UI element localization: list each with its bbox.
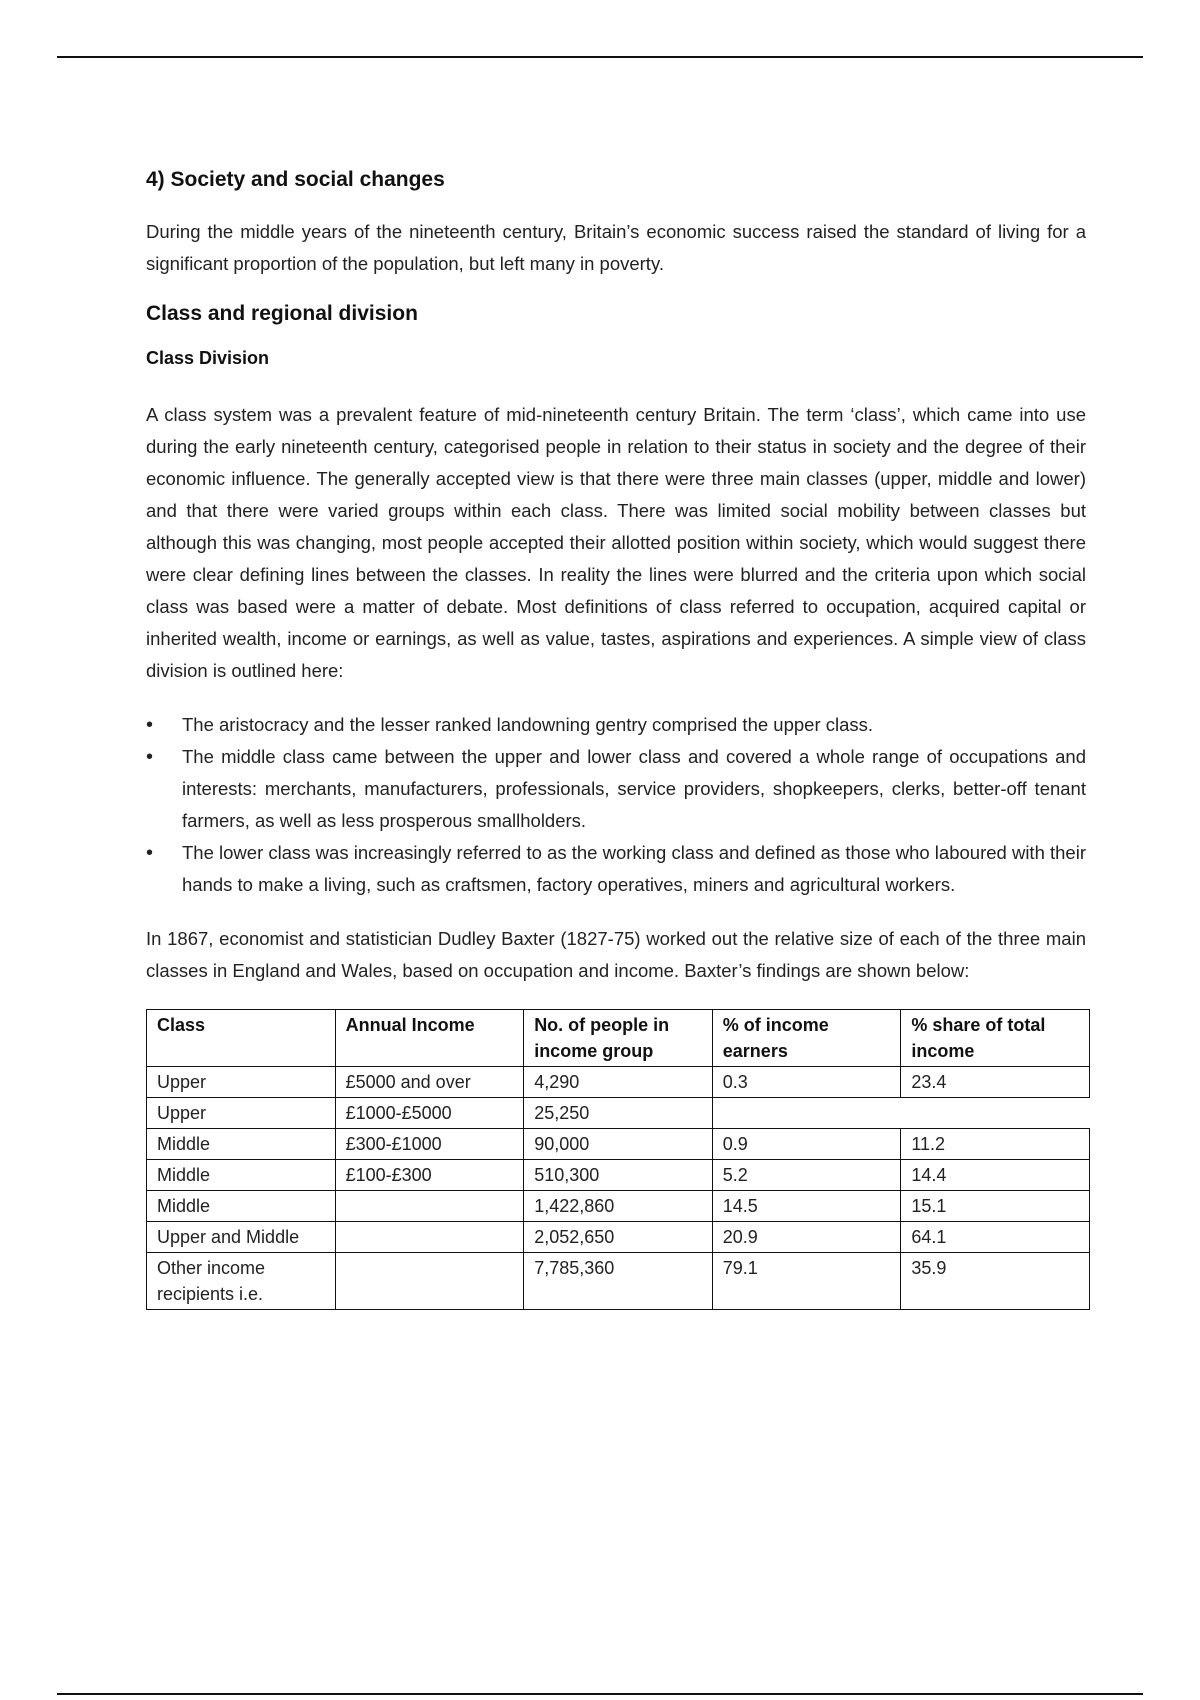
cell-percent-share: 15.1 xyxy=(901,1191,1090,1222)
baxter-findings-table xyxy=(146,1009,1090,1310)
bullet-item: • The lower class was increasingly referred to as the working class and defined as those who laboured with their hands to make a living, such as craftsmen, factory operatives, miners and agricultural workers. xyxy=(182,837,1086,901)
table-row xyxy=(147,1098,1090,1129)
cell-income: £300-£1000 xyxy=(335,1129,524,1160)
header-percent-earners: % of income earners xyxy=(712,1010,901,1067)
cell-people: 90,000 xyxy=(524,1129,713,1160)
cell-income: £1000-£5000 xyxy=(335,1098,524,1129)
header-rule xyxy=(57,56,1143,58)
header-annual-income: Annual Income xyxy=(335,1010,524,1067)
body-paragraph: A class system was a prevalent feature of mid-nineteenth century Britain. The term ‘class’, which came into use during the early nineteenth century, categorised people in relation to their status in society and the degree of their economic influence. The generally accepted view is that there were three main classes (upper, middle and lower) and that there were varied groups within each class. There was limited social mobility between classes but although this was changing, most people accepted their allotted position within society, which would suggest there were clear defining lines between the classes. In reality the lines were blurred and the criteria upon which social class was based were a matter of debate. Most definitions of class referred to occupation, acquired capital or inherited wealth, income or earnings, as well as value, tastes, aspirations and experiences. A simple view of class division is outlined here: xyxy=(146,404,1086,681)
cell-income xyxy=(335,1253,524,1310)
header-percent-share: % share of total income xyxy=(901,1010,1090,1067)
cell-percent-share: 11.2 xyxy=(901,1129,1090,1160)
bullet-item: • The middle class came between the upper and lower class and covered a whole range of occupations and interests: merchants, manufacturers, professionals, service providers, shopkeepers, clerks, better-off tenant farmers, as well as less prosperous smallholders. xyxy=(182,741,1086,837)
table-row xyxy=(147,1191,1090,1222)
table-row xyxy=(147,1160,1090,1191)
cell-people: 1,422,860 xyxy=(524,1191,713,1222)
table-row xyxy=(147,1067,1090,1098)
cell-people: 2,052,650 xyxy=(524,1222,713,1253)
cell-people: 7,785,360 xyxy=(524,1253,713,1310)
footer-rule xyxy=(57,1693,1143,1695)
cell-percent-share: 14.4 xyxy=(901,1160,1090,1191)
cell-people: 510,300 xyxy=(524,1160,713,1191)
cell-class: Other income recipients i.e. xyxy=(147,1253,336,1310)
cell-class: Upper and Middle xyxy=(147,1222,336,1253)
cell-income xyxy=(335,1222,524,1253)
cell-percent-earners: 0.9 xyxy=(712,1129,901,1160)
bullet-item: • The aristocracy and the lesser ranked landowning gentry comprised the upper class. xyxy=(182,709,1086,741)
cell-class: Upper xyxy=(147,1098,336,1129)
cell-percent-share: 35.9 xyxy=(901,1253,1090,1310)
cell-people: 4,290 xyxy=(524,1067,713,1098)
cell-percent-share xyxy=(901,1098,1090,1129)
cell-class: Middle xyxy=(147,1160,336,1191)
cell-percent-earners xyxy=(712,1098,901,1129)
table-row xyxy=(147,1253,1090,1310)
header-class: Class xyxy=(147,1010,336,1067)
subsection-title: Class and regional division xyxy=(146,302,418,325)
cell-income xyxy=(335,1191,524,1222)
cell-percent-earners: 79.1 xyxy=(712,1253,901,1310)
baxter-paragraph: In 1867, economist and statistician Dudley Baxter (1827-75) worked out the relative size of each of the three main classes in England and Wales, based on occupation and income. Baxter’s findings are shown below: xyxy=(146,928,1086,981)
class-bullet-list xyxy=(146,709,1086,901)
table-row xyxy=(147,1222,1090,1253)
cell-percent-share: 23.4 xyxy=(901,1067,1090,1098)
cell-income: £100-£300 xyxy=(335,1160,524,1191)
cell-class: Middle xyxy=(147,1129,336,1160)
section-title: 4) Society and social changes xyxy=(146,168,445,191)
cell-class: Middle xyxy=(147,1191,336,1222)
cell-percent-earners: 0.3 xyxy=(712,1067,901,1098)
intro-paragraph: During the middle years of the nineteenth century, Britain’s economic success raised the standard of living for a significant proportion of the population, but left many in poverty. xyxy=(146,221,1086,274)
cell-class: Upper xyxy=(147,1067,336,1098)
cell-percent-earners: 20.9 xyxy=(712,1222,901,1253)
table-header-row xyxy=(147,1010,1090,1067)
table-row xyxy=(147,1129,1090,1160)
cell-percent-earners: 5.2 xyxy=(712,1160,901,1191)
header-people-count: No. of people in income group xyxy=(524,1010,713,1067)
cell-people: 25,250 xyxy=(524,1098,713,1129)
cell-income: £5000 and over xyxy=(335,1067,524,1098)
document-page xyxy=(146,168,1086,1310)
cell-percent-earners: 14.5 xyxy=(712,1191,901,1222)
subsubsection-title: Class Division xyxy=(146,348,270,368)
cell-percent-share: 64.1 xyxy=(901,1222,1090,1253)
